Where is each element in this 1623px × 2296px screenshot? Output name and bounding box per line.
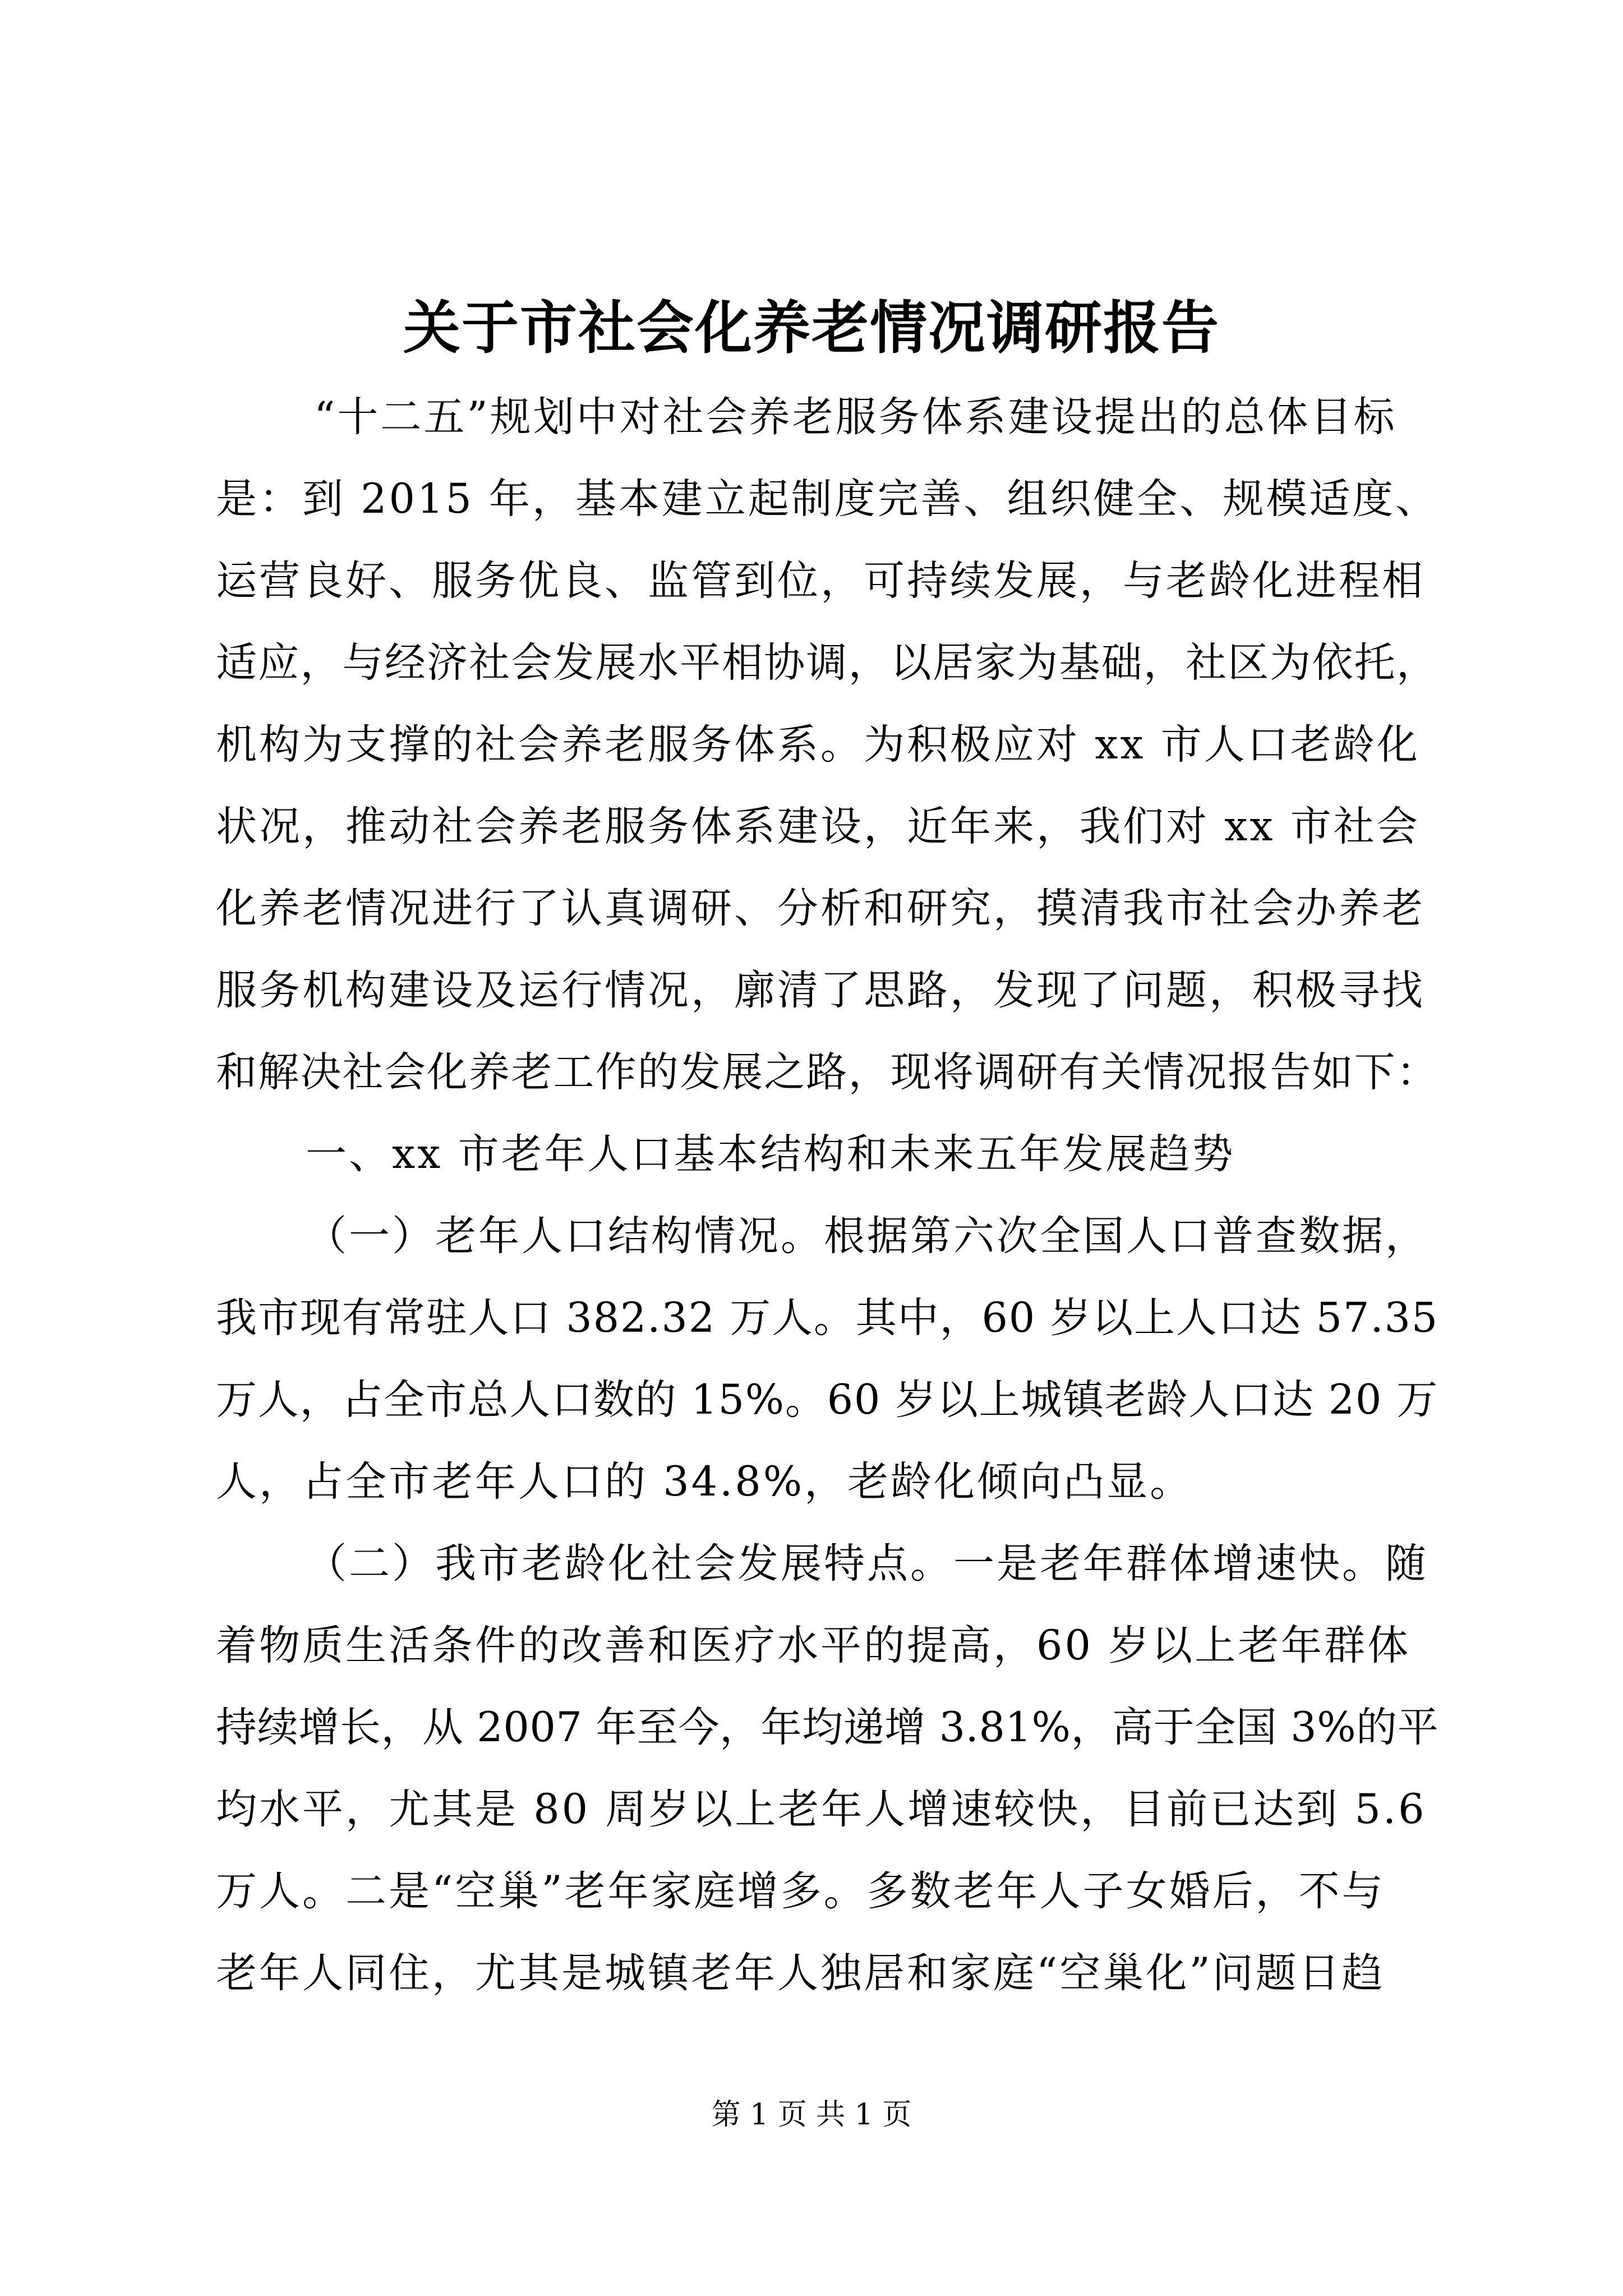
text-line: （二）我市老龄化社会发展特点。一是老年群体增速快。随 xyxy=(306,1540,1428,1588)
text-line: （一）老年人口结构情况。根据第六次全国人口普查数据， xyxy=(306,1212,1428,1260)
text-line: 均水平，尤其是 80 周岁以上老年人增速较快，目前已达到 5.6 xyxy=(216,1786,1427,1833)
text-line: 万人。二是“空巢”老年家庭增多。多数老年人子女婚后，不与 xyxy=(216,1867,1385,1915)
section-heading: 一、xx 市老年人口基本结构和未来五年发展趋势 xyxy=(306,1130,1235,1178)
page-footer: 第 1 页 共 1 页 xyxy=(711,2098,912,2132)
text-line: 我市现有常驻人口 382.32 万人。其中，60 岁以上人口达 57.35 xyxy=(216,1294,1439,1342)
text-line: 状况，推动社会养老服务体系建设，近年来，我们对 xx 市社会 xyxy=(216,803,1420,850)
text-line: 和解决社会化养老工作的发展之路，现将调研有关情况报告如下： xyxy=(216,1048,1438,1096)
text-line: 着物质生活条件的改善和医疗水平的提高，60 岁以上老年群体 xyxy=(216,1622,1411,1669)
text-line: 老年人同住，尤其是城镇老年人独居和家庭“空巢化”问题日趋 xyxy=(216,1949,1385,1997)
text-line: 机构为支撑的社会养老服务体系。为积极应对 xx 市人口老龄化 xyxy=(216,721,1420,769)
text-line: 是：到 2015 年，基本建立起制度完善、组织健全、规模适度、 xyxy=(216,475,1439,523)
text-line: 持续增长，从 2007 年至今，年均递增 3.81%，高于全国 3%的平 xyxy=(216,1704,1439,1751)
text-line: “十二五”规划中对社会养老服务体系建设提出的总体目标 xyxy=(314,393,1397,441)
document-title: 关于市社会化养老情况调研报告 xyxy=(403,295,1220,362)
text-line: 运营良好、服务优良、监管到位，可持续发展，与老龄化进程相 xyxy=(216,557,1425,605)
text-line: 适应，与经济社会发展水平相协调，以居家为基础，社区为依托， xyxy=(216,639,1438,687)
text-line: 万人，占全市总人口数的 15%。60 岁以上城镇老龄人口达 20 万 xyxy=(216,1376,1438,1424)
text-line: 化养老情况进行了认真调研、分析和研究，摸清我市社会办养老 xyxy=(216,885,1425,932)
text-line: 服务机构建设及运行情况，廓清了思路，发现了问题，积极寻找 xyxy=(216,967,1425,1014)
text-line: 人，占全市老年人口的 34.8%，老龄化倾向凸显。 xyxy=(216,1458,1193,1506)
